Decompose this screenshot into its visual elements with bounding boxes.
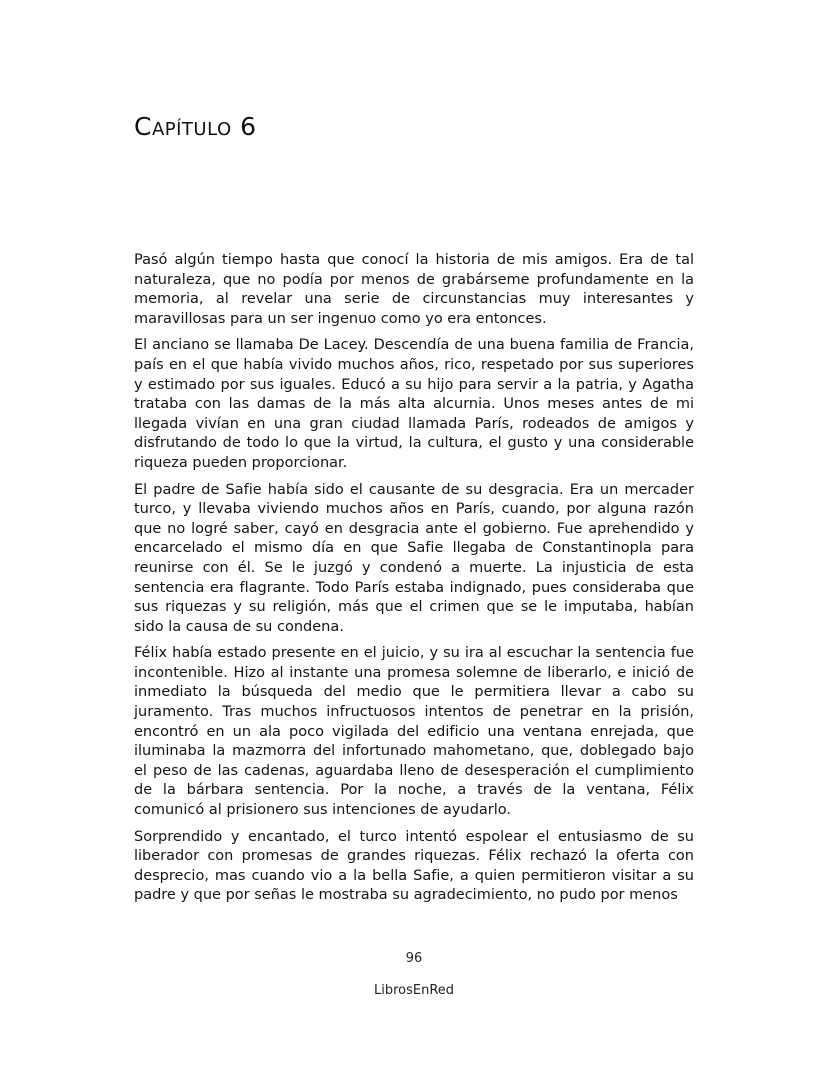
paragraph-1: Pasó algún tiempo hasta que conocí la historia de mis amigos. Era de tal naturaleza, que no podía por menos de grabárseme profundamente en la memoria, al revelar una serie de circunstancias muy interesantes y maravillosas para un ser ingenuo como yo era entonces. xyxy=(134,252,694,327)
paragraph-4: Félix había estado presente en el juicio, y su ira al escuchar la sentencia fue incontenible. Hizo al instante una promesa solemne de liberarlo, e inició de inmediato la búsqueda del medio que le permitiera llevar a cabo su juramento. Tras muchos infructuosos intentos de penetrar en la prisión, encontró en un ala poco vigilada del edificio una ventana enrejada, que iluminaba la mazmorra del infortunado mahometano, que, doblegado bajo el peso de las cadenas, aguardaba lleno de desesperación el cumplimiento de la bárbara sentencia. Por la noche, a través de la ventana, Félix comunicó al prisionero sus intenciones de ayudarlo. xyxy=(134,645,694,819)
paragraph-5: Sorprendido y encantado, el turco intentó espolear el entusiasmo de su liberador con promesas de grandes riquezas. Félix rechazó la oferta con desprecio, mas cuando vio a la bella Safie, a quien permitieron visitar a su padre y que por señas le mostraba su agradecimiento, no pudo por menos xyxy=(134,828,694,904)
publisher-name: LibrosEnRed xyxy=(373,983,455,998)
paragraph-2: El anciano se llamaba De Lacey. Descendía de una buena familia de Francia, país en el que había vivido muchos años, rico, respetado por sus superiores y estimado por sus iguales. Educó a su hijo para servir a la patria, y Agatha trataba con las damas de la más alta alcurnia. Unos meses antes de mi llegada vivían en una gran ciudad llamada París, rodeados de amigos y disfrutando de todo lo que la virtud, la cultura, el gusto y una considerable riqueza pueden proporcionar. xyxy=(134,337,694,471)
chapter-title: Capítulo 6 xyxy=(134,112,257,141)
page-number: 96 xyxy=(405,951,423,966)
paragraph-3: El padre de Safie había sido el causante de su desgracia. Era un mercader turco, y llevaba viviendo muchos años en París, cuando, por alguna razón que no logré saber, cayó en desgracia ante el gobierno. Fue aprehendido y encarcelado el mismo día en que Safie llegaba de Constantinopla para reunirse con él. Se le juzgó y condenó a muerte. La injusticia de esta sentencia era flagrante. Todo París estaba indignado, pues consideraba que sus riquezas y su religión, más que el crimen que se le imputaba, habían sido la causa de su condena. xyxy=(134,481,694,635)
chapter-body xyxy=(134,251,694,913)
